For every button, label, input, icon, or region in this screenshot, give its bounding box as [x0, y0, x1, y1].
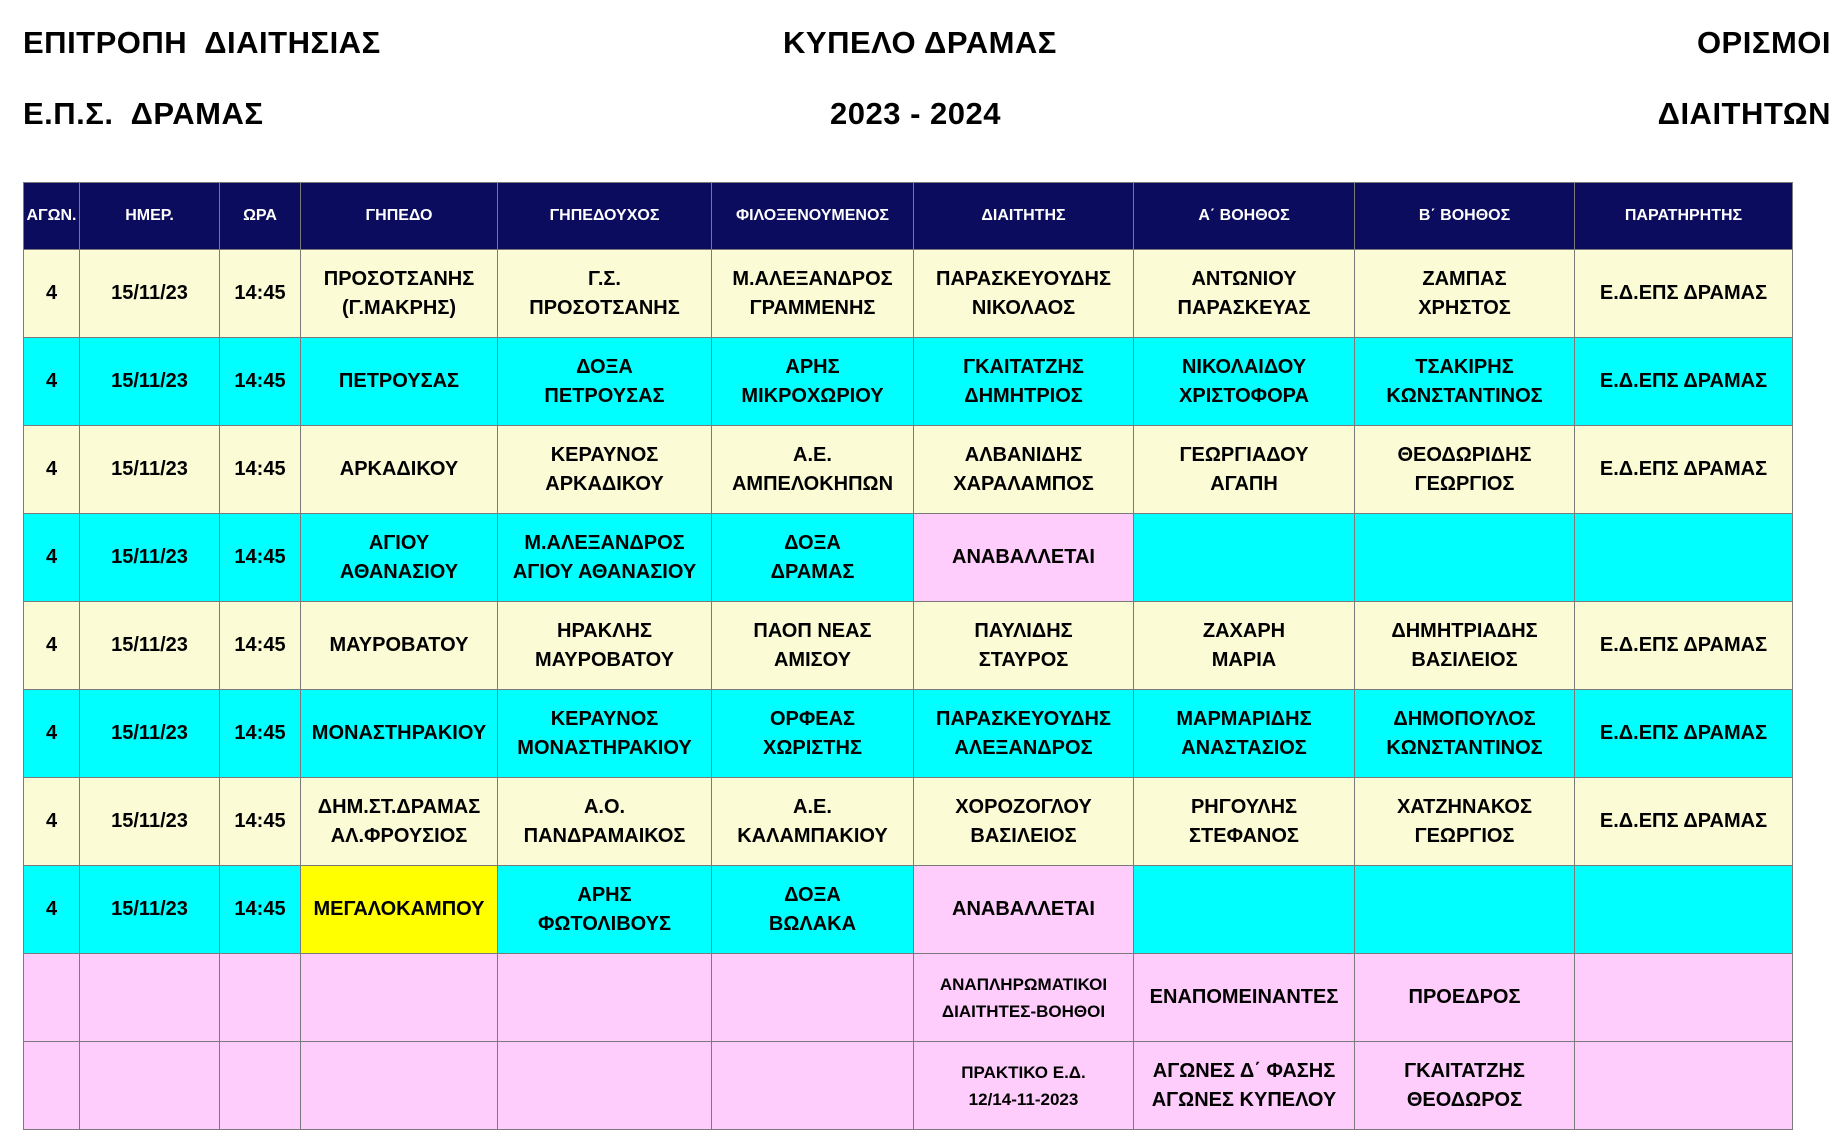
cell-text-line: ΓΡΑΜΜΕΝΗΣ	[749, 296, 876, 319]
cell-observer	[1575, 426, 1793, 514]
cell-text-line: Ε.Δ.ΕΠΣ ΔΡΑΜΑΣ	[1599, 282, 1768, 304]
table-header-row	[24, 183, 1793, 250]
cell-assistant-2	[1355, 778, 1575, 866]
cell-away-team	[712, 426, 914, 514]
cell-text-line: ΜΑΥΡΟΒΑΤΟΥ	[535, 648, 674, 671]
cell-date	[80, 250, 220, 338]
cell-date	[80, 778, 220, 866]
cell-time	[220, 514, 301, 602]
cell-text-line: ΧΑΡΑΛΑΜΠΟΣ	[953, 472, 1094, 495]
cell-match-no	[24, 426, 80, 514]
cell-assistant-1	[1134, 426, 1355, 514]
season-label: 2023 - 2024	[830, 96, 1001, 131]
table-row	[24, 602, 1793, 690]
cell-text-line: 15/11/23	[111, 898, 188, 920]
cell-referee	[914, 866, 1134, 954]
cell-observer	[1575, 690, 1793, 778]
cell-text-line: ΔΗΜΗΤΡΙΑΔΗΣ	[1391, 619, 1538, 642]
cell-time	[220, 866, 301, 954]
cell-text-line: 15/11/23	[111, 282, 188, 304]
cell-text-line: ΓΕΩΡΓΙΟΣ	[1414, 824, 1515, 847]
cell-observer	[1575, 602, 1793, 690]
cell-text-line: 14:45	[234, 282, 286, 304]
cell-home-team	[498, 1042, 712, 1130]
cell-observer	[1575, 514, 1793, 602]
committee-title: ΕΠΙΤΡΟΠΗ ΔΙΑΙΤΗΣΙΑΣ	[23, 25, 381, 60]
cell-stadium	[301, 250, 498, 338]
cell-date	[80, 602, 220, 690]
cell-text-line: Γ.Σ.	[588, 267, 621, 290]
cell-text-line: ΔΗΜΗΤΡΙΟΣ	[964, 384, 1083, 407]
cell-date	[80, 338, 220, 426]
cell-away-team	[712, 866, 914, 954]
cell-text-line: 4	[45, 634, 58, 656]
cell-stadium	[301, 1042, 498, 1130]
cell-text-line: ΜΙΚΡΟΧΩΡΙΟΥ	[741, 384, 884, 407]
cell-text-line: ΚΑΛΑΜΠΑΚΙΟΥ	[737, 824, 888, 847]
cell-text-line: ΕΝΑΠΟΜΕΙΝΑΝΤΕΣ	[1149, 986, 1339, 1008]
cell-away-team	[712, 690, 914, 778]
cell-stadium	[301, 514, 498, 602]
cell-date	[80, 514, 220, 602]
cell-assistant-1	[1134, 866, 1355, 954]
cell-assistant-1	[1134, 1042, 1355, 1130]
cell-text-line: ΔΟΞΑ	[784, 883, 841, 906]
cell-text-line: ΧΑΤΖΗΝΑΚΟΣ	[1397, 795, 1532, 818]
cell-text-line: 14:45	[234, 458, 286, 480]
cell-text-line: ΜΟΝΑΣΤΗΡΑΚΙΟΥ	[311, 722, 487, 744]
col-header-assistant-2: Β΄ ΒΟΗΘΟΣ	[1355, 183, 1575, 250]
cell-referee	[914, 250, 1134, 338]
cell-assistant-2	[1355, 514, 1575, 602]
cell-text-line: ΜΑΡΙΑ	[1211, 648, 1277, 671]
cell-assistant-1	[1134, 690, 1355, 778]
cell-text-line: ΠΡΟΣΟΤΣΑΝΗΣ	[529, 296, 680, 319]
table-row	[24, 1042, 1793, 1130]
cell-text-line: ΝΙΚΟΛΑΟΣ	[971, 296, 1076, 319]
cell-text-line: 4	[45, 282, 58, 304]
cell-text-line: 14:45	[234, 898, 286, 920]
col-header-date: ΗΜΕΡ.	[80, 183, 220, 250]
table-row	[24, 514, 1793, 602]
cell-match-no	[24, 602, 80, 690]
cell-text-line: ΠΡΟΕΔΡΟΣ	[1408, 986, 1521, 1008]
table-row	[24, 338, 1793, 426]
cell-text-line: ΑΝΤΩΝΙΟΥ	[1191, 267, 1297, 290]
cell-away-team	[712, 778, 914, 866]
cell-text-line: ΚΩΝΣΤΑΝΤΙΝΟΣ	[1386, 384, 1543, 407]
cell-text-line: ΤΣΑΚΙΡΗΣ	[1415, 355, 1514, 378]
cell-text-line: ΓΕΩΡΓΙΟΣ	[1414, 472, 1515, 495]
cell-time	[220, 602, 301, 690]
cell-stadium	[301, 778, 498, 866]
cell-text-line: Ε.Δ.ΕΠΣ ΔΡΑΜΑΣ	[1599, 370, 1768, 392]
cell-stadium	[301, 338, 498, 426]
cell-text-line: ΑΝΑΒΑΛΛΕΤΑΙ	[952, 898, 1095, 920]
cell-text-line: ΑΓΩΝΕΣ Δ΄ ΦΑΣΗΣ	[1152, 1059, 1336, 1082]
cell-text-line: 4	[45, 458, 58, 480]
cell-home-team	[498, 778, 712, 866]
cell-text-line: Μ.ΑΛΕΞΑΝΔΡΟΣ	[524, 531, 685, 554]
cup-title: ΚΥΠΕΛΟ ΔΡΑΜΑΣ	[783, 25, 1057, 60]
col-header-time: ΩΡΑ	[220, 183, 301, 250]
cell-text-line: ΑΓΙΟΥ ΑΘΑΝΑΣΙΟΥ	[512, 560, 697, 583]
cell-match-no	[24, 514, 80, 602]
cell-assistant-1	[1134, 778, 1355, 866]
cell-text-line: ΖΑΜΠΑΣ	[1422, 267, 1507, 290]
cell-time	[220, 426, 301, 514]
cell-date	[80, 954, 220, 1042]
cell-text-line: Α.Ε.	[793, 795, 832, 818]
cell-text-line: ΘΕΟΔΩΡΙΔΗΣ	[1397, 443, 1532, 466]
col-header-observer: ΠΑΡΑΤΗΡΗΤΗΣ	[1575, 183, 1793, 250]
cell-text-line: ΔΟΞΑ	[784, 531, 841, 554]
cell-date	[80, 690, 220, 778]
cell-text-line: ΧΟΡΟΖΟΓΛΟΥ	[955, 795, 1092, 818]
cell-referee	[914, 1042, 1134, 1130]
cell-observer	[1575, 338, 1793, 426]
cell-date	[80, 866, 220, 954]
cell-stadium	[301, 426, 498, 514]
cell-text-line: 15/11/23	[111, 810, 188, 832]
cell-referee	[914, 602, 1134, 690]
cell-text-line: ΑΡΚΑΔΙΚΟΥ	[545, 472, 664, 495]
cell-match-no	[24, 250, 80, 338]
table-row	[24, 778, 1793, 866]
cell-stadium	[301, 954, 498, 1042]
cell-text-line: ΠΑΝΔΡΑΜΑΙΚΟΣ	[523, 824, 686, 847]
cell-text-line: ΜΟΝΑΣΤΗΡΑΚΙΟΥ	[517, 736, 692, 759]
cell-match-no	[24, 1042, 80, 1130]
cell-text-line: ΑΝΑΒΑΛΛΕΤΑΙ	[952, 546, 1095, 568]
table-row	[24, 866, 1793, 954]
cell-text-line: ΓΚΑΙΤΑΤΖΗΣ	[963, 355, 1084, 378]
table-body	[24, 250, 1793, 1130]
cell-text-line: ΠΑΥΛΙΔΗΣ	[974, 619, 1073, 642]
cell-text-line: ΑΛΒΑΝΙΔΗΣ	[964, 443, 1083, 466]
cell-text-line: Α.Ο.	[583, 795, 626, 818]
cell-home-team	[498, 250, 712, 338]
federation-name: Ε.Π.Σ. ΔΡΑΜΑΣ	[23, 96, 264, 131]
cell-assistant-2	[1355, 250, 1575, 338]
cell-assistant-2	[1355, 602, 1575, 690]
cell-text-line: 14:45	[234, 546, 286, 568]
cell-text-line: ΒΩΛΑΚΑ	[768, 912, 857, 935]
cell-away-team	[712, 602, 914, 690]
cell-match-no	[24, 866, 80, 954]
cell-assistant-1	[1134, 514, 1355, 602]
cell-referee	[914, 954, 1134, 1042]
table-row	[24, 250, 1793, 338]
cell-referee	[914, 778, 1134, 866]
cell-home-team	[498, 954, 712, 1042]
cell-text-line: ΡΗΓΟΥΛΗΣ	[1190, 795, 1298, 818]
cell-home-team	[498, 690, 712, 778]
cell-text-line: ΧΩΡΙΣΤΗΣ	[763, 736, 862, 759]
cell-assistant-1	[1134, 250, 1355, 338]
cell-text-line: ΗΡΑΚΛΗΣ	[557, 619, 652, 642]
cell-time	[220, 690, 301, 778]
cell-text-line: ΠΑΟΠ ΝΕΑΣ	[753, 619, 872, 642]
cell-text-line: ΝΙΚΟΛΑΙΔΟΥ	[1181, 355, 1307, 378]
cell-text-line: ΔΟΞΑ	[576, 355, 633, 378]
cell-away-team	[712, 250, 914, 338]
cell-text-line: ΚΩΝΣΤΑΝΤΙΝΟΣ	[1386, 736, 1543, 759]
cell-time	[220, 1042, 301, 1130]
cell-text-line: 15/11/23	[111, 634, 188, 656]
cell-observer	[1575, 1042, 1793, 1130]
cell-referee	[914, 338, 1134, 426]
cell-text-line: Ε.Δ.ΕΠΣ ΔΡΑΜΑΣ	[1599, 634, 1768, 656]
cell-text-line: ΚΕΡΑΥΝΟΣ	[550, 443, 659, 466]
cell-text-line: ΑΡΗΣ	[577, 883, 632, 906]
cell-assistant-2	[1355, 338, 1575, 426]
cell-text-line: ΑΛ.ΦΡΟΥΣΙΟΣ	[330, 824, 468, 847]
cell-referee	[914, 514, 1134, 602]
table-row	[24, 954, 1793, 1042]
col-header-referee: ΔΙΑΙΤΗΤΗΣ	[914, 183, 1134, 250]
cell-text-line: ΦΩΤΟΛΙΒΟΥΣ	[537, 912, 671, 935]
document-title-line1: ΟΡΙΣΜΟΙ	[1696, 25, 1831, 60]
cell-time	[220, 250, 301, 338]
cell-text-line: ΑΝΑΣΤΑΣΙΟΣ	[1181, 736, 1307, 759]
cell-text-line: ΑΓΙΟΥ	[368, 531, 430, 554]
cell-referee	[914, 426, 1134, 514]
cell-text-line: ΠΑΡΑΣΚΕΥΟΥΔΗΣ	[936, 707, 1111, 730]
cell-observer	[1575, 250, 1793, 338]
cell-text-line: (Γ.ΜΑΚΡΗΣ)	[341, 296, 457, 319]
cell-text-line: ΑΓΩΝΕΣ ΚΥΠΕΛΟΥ	[1151, 1088, 1337, 1111]
cell-text-line: 4	[45, 370, 58, 392]
cell-observer	[1575, 866, 1793, 954]
cell-stadium	[301, 866, 498, 954]
cell-assistant-2	[1355, 1042, 1575, 1130]
cell-text-line: Ε.Δ.ΕΠΣ ΔΡΑΜΑΣ	[1599, 458, 1768, 480]
cell-text-line: ΜΑΡΜΑΡΙΔΗΣ	[1176, 707, 1312, 730]
cell-match-no	[24, 778, 80, 866]
cell-assistant-2	[1355, 954, 1575, 1042]
cell-home-team	[498, 338, 712, 426]
document-title-line2: ΔΙΑΙΤΗΤΩΝ	[1657, 96, 1831, 131]
cell-time	[220, 338, 301, 426]
cell-away-team	[712, 1042, 914, 1130]
cell-text-line: 14:45	[234, 370, 286, 392]
col-header-match: ΑΓΩΝ.	[24, 183, 80, 250]
cell-text-line: ΜΕΓΑΛΟΚΑΜΠΟΥ	[313, 898, 485, 920]
cell-text-line: ΣΤΕΦΑΝΟΣ	[1189, 824, 1299, 847]
cell-text-line: ΧΡΙΣΤΟΦΟΡΑ	[1179, 384, 1309, 407]
col-header-stadium: ΓΗΠΕΔΟ	[301, 183, 498, 250]
cell-away-team	[712, 514, 914, 602]
cell-stadium	[301, 602, 498, 690]
cell-home-team	[498, 514, 712, 602]
cell-text-line: ΠΡΑΚΤΙΚΟ Ε.Δ.	[961, 1062, 1086, 1082]
cell-away-team	[712, 338, 914, 426]
cell-text-line: ΑΛΕΞΑΝΔΡΟΣ	[954, 736, 1093, 759]
cell-text-line: 4	[45, 898, 58, 920]
referee-schedule-table	[23, 182, 1793, 1130]
cell-stadium	[301, 690, 498, 778]
cell-assistant-1	[1134, 954, 1355, 1042]
cell-text-line: 14:45	[234, 634, 286, 656]
cell-text-line: 15/11/23	[111, 722, 188, 744]
cell-text-line: ΓΕΩΡΓΙΑΔΟΥ	[1179, 443, 1309, 466]
cell-match-no	[24, 338, 80, 426]
cell-text-line: ΠΑΡΑΣΚΕΥΑΣ	[1177, 296, 1311, 319]
cell-text-line: ΘΕΟΔΩΡΟΣ	[1406, 1088, 1523, 1111]
cell-home-team	[498, 602, 712, 690]
cell-text-line: ΠΕΤΡΟΥΣΑΣ	[544, 384, 665, 407]
cell-text-line: 12/14-11-2023	[968, 1089, 1079, 1109]
cell-text-line: 4	[45, 722, 58, 744]
cell-text-line: 14:45	[234, 722, 286, 744]
cell-text-line: ΑΡΚΑΔΙΚΟΥ	[339, 458, 459, 480]
cell-text-line: ΣΤΑΥΡΟΣ	[978, 648, 1069, 671]
cell-text-line: ΑΜΠΕΛΟΚΗΠΩΝ	[731, 472, 894, 495]
cell-text-line: ΠΑΡΑΣΚΕΥΟΥΔΗΣ	[936, 267, 1111, 290]
cell-text-line: ΒΑΣΙΛΕΙΟΣ	[970, 824, 1077, 847]
cell-text-line: 15/11/23	[111, 370, 188, 392]
cell-home-team	[498, 866, 712, 954]
table-row	[24, 426, 1793, 514]
cell-assistant-1	[1134, 602, 1355, 690]
cell-text-line: ΟΡΦΕΑΣ	[769, 707, 856, 730]
cell-text-line: 4	[45, 546, 58, 568]
cell-text-line: ΑΜΙΣΟΥ	[773, 648, 851, 671]
cell-match-no	[24, 690, 80, 778]
cell-text-line: ΠΕΤΡΟΥΣΑΣ	[338, 370, 460, 392]
cell-text-line: ΒΑΣΙΛΕΙΟΣ	[1411, 648, 1518, 671]
cell-text-line: ΔΙΑΙΤΗΤΕΣ-ΒΟΗΘΟΙ	[941, 1001, 1106, 1021]
cell-text-line: ΑΡΗΣ	[785, 355, 840, 378]
cell-text-line: ΔΗΜΟΠΟΥΛΟΣ	[1393, 707, 1536, 730]
cell-date	[80, 426, 220, 514]
cell-date	[80, 1042, 220, 1130]
col-header-home-team: ΓΗΠΕΔΟΥΧΟΣ	[498, 183, 712, 250]
cell-text-line: 15/11/23	[111, 546, 188, 568]
cell-text-line: 14:45	[234, 810, 286, 832]
cell-text-line: Ε.Δ.ΕΠΣ ΔΡΑΜΑΣ	[1599, 722, 1768, 744]
cell-text-line: ΑΓΑΠΗ	[1210, 472, 1278, 495]
cell-time	[220, 778, 301, 866]
cell-assistant-2	[1355, 866, 1575, 954]
cell-text-line: ΔΡΑΜΑΣ	[770, 560, 855, 583]
cell-text-line: Α.Ε.	[793, 443, 832, 466]
cell-text-line: ΑΝΑΠΛΗΡΩΜΑΤΙΚΟΙ	[939, 974, 1108, 994]
cell-text-line: ΔΗΜ.ΣΤ.ΔΡΑΜΑΣ	[317, 795, 481, 818]
cell-text-line: Ε.Δ.ΕΠΣ ΔΡΑΜΑΣ	[1599, 810, 1768, 832]
cell-referee	[914, 690, 1134, 778]
cell-away-team	[712, 954, 914, 1042]
cell-text-line: ΑΘΑΝΑΣΙΟΥ	[339, 560, 459, 583]
cell-assistant-2	[1355, 426, 1575, 514]
cell-text-line: ΧΡΗΣΤΟΣ	[1418, 296, 1511, 319]
cell-text-line: 4	[45, 810, 58, 832]
cell-match-no	[24, 954, 80, 1042]
cell-text-line: ΖΑΧΑΡΗ	[1202, 619, 1286, 642]
col-header-away-team: ΦΙΛΟΞΕΝΟΥΜΕΝΟΣ	[712, 183, 914, 250]
col-header-assistant-1: Α΄ ΒΟΗΘΟΣ	[1134, 183, 1355, 250]
cell-text-line: ΠΡΟΣΟΤΣΑΝΗΣ	[323, 267, 475, 290]
cell-text-line: ΚΕΡΑΥΝΟΣ	[550, 707, 659, 730]
cell-observer	[1575, 778, 1793, 866]
cell-home-team	[498, 426, 712, 514]
cell-text-line: ΓΚΑΙΤΑΤΖΗΣ	[1404, 1059, 1525, 1082]
cell-text-line: 15/11/23	[111, 458, 188, 480]
cell-observer	[1575, 954, 1793, 1042]
cell-text-line: Μ.ΑΛΕΞΑΝΔΡΟΣ	[732, 267, 893, 290]
cell-assistant-1	[1134, 338, 1355, 426]
cell-assistant-2	[1355, 690, 1575, 778]
cell-time	[220, 954, 301, 1042]
table-row	[24, 690, 1793, 778]
cell-text-line: ΜΑΥΡΟΒΑΤΟΥ	[329, 634, 469, 656]
